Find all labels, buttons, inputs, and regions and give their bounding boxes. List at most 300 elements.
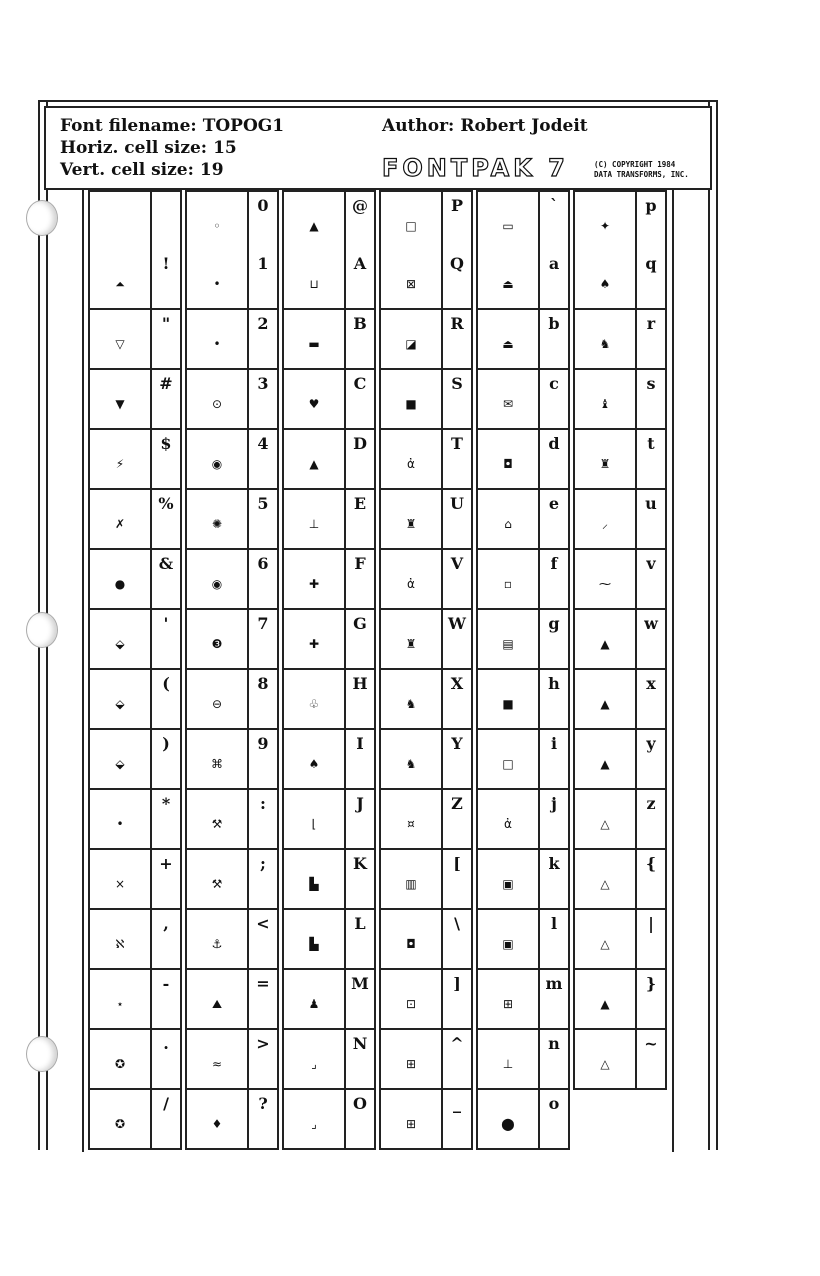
glyph-sample: □ — [502, 757, 514, 771]
char-cell — [282, 190, 376, 252]
glyph-sample: ♟ — [308, 997, 320, 1011]
vert-cell-size-label: Vert. cell size: — [60, 160, 194, 180]
char-cell — [185, 670, 279, 730]
glyph-sample: • — [213, 337, 221, 351]
char-cell — [185, 1090, 279, 1150]
char-cell — [379, 550, 473, 610]
binder-hole-middle — [26, 612, 58, 648]
char-cell — [573, 190, 667, 252]
char-cell — [476, 850, 570, 910]
glyph-sample: ⁓ — [599, 577, 611, 591]
key-character: P — [450, 196, 464, 215]
glyph-sample: ⊞ — [502, 997, 514, 1011]
glyph-sample: ♦ — [211, 1117, 223, 1131]
char-cell — [573, 730, 667, 790]
glyph-sample: ⊔ — [309, 277, 319, 291]
char-cell — [282, 970, 376, 1030]
key-character: k — [548, 854, 560, 873]
glyph-sample: ▥ — [405, 877, 417, 891]
glyph-sample: ♝ — [599, 397, 611, 411]
key-character: t — [647, 434, 655, 453]
char-cell — [379, 1030, 473, 1090]
glyph-sample: ■ — [502, 697, 514, 711]
char-cell — [476, 310, 570, 370]
glyph-sample: ♜ — [405, 517, 417, 531]
key-character: Z — [451, 794, 463, 813]
char-cell — [573, 970, 667, 1030]
key-character: ` — [550, 196, 558, 215]
glyph-sample: ⊖ — [211, 697, 223, 711]
glyph-sample: ⊙ — [211, 397, 223, 411]
glyph-sample: ♥ — [308, 397, 320, 411]
glyph-sample: ✪ — [114, 1057, 126, 1071]
char-cell — [282, 1030, 376, 1090]
key-character: m — [545, 974, 563, 993]
glyph-sample: ✦ — [599, 219, 611, 233]
glyph-sample: ⬙ — [115, 637, 125, 651]
char-cell — [379, 730, 473, 790]
key-character: G — [353, 614, 367, 633]
horiz-cell-size-value: 15 — [213, 138, 237, 158]
glyph-sample: ⋆ — [116, 997, 124, 1011]
glyph-sample: ▲ — [309, 457, 319, 471]
key-character: X — [450, 674, 464, 693]
key-character: B — [353, 314, 367, 333]
key-character: Y — [451, 734, 463, 753]
char-cell — [379, 190, 473, 252]
glyph-sample: ▲ — [309, 219, 319, 233]
key-character: s — [646, 374, 656, 393]
glyph-sample: ⊞ — [405, 1057, 417, 1071]
char-cell — [185, 850, 279, 910]
glyph-sample: • — [116, 817, 124, 831]
char-cell — [88, 670, 182, 730]
glyph-sample: ⌂ — [504, 517, 512, 531]
char-cell — [379, 1090, 473, 1150]
glyph-sample: ⚒ — [211, 817, 223, 831]
key-character: b — [548, 314, 560, 333]
char-cell — [573, 310, 667, 370]
glyph-sample: ✚ — [308, 577, 320, 591]
key-character: ^ — [450, 1034, 464, 1053]
char-cell — [379, 790, 473, 850]
glyph-sample: ♞ — [405, 697, 417, 711]
glyph-sample: ◘ — [503, 457, 513, 471]
key-character: < — [256, 914, 270, 933]
char-cell — [282, 850, 376, 910]
glyph-sample: ✺ — [211, 517, 223, 531]
key-character: + — [159, 854, 173, 873]
char-cell — [88, 370, 182, 430]
author-row — [382, 116, 588, 136]
key-character: M — [351, 974, 369, 993]
glyph-sample: ▤ — [502, 637, 514, 651]
char-cell — [185, 790, 279, 850]
key-character: N — [352, 1034, 368, 1053]
key-character: z — [646, 794, 656, 813]
char-cell — [379, 850, 473, 910]
vert-cell-size-row — [60, 160, 224, 180]
key-character: $ — [160, 434, 172, 453]
char-cell — [379, 430, 473, 490]
char-cell — [282, 550, 376, 610]
key-character: 7 — [257, 614, 269, 633]
glyph-sample: × — [114, 877, 126, 891]
key-character: d — [548, 434, 560, 453]
glyph-sample: ⊞ — [405, 1117, 417, 1131]
glyph-sample: ▫ — [503, 577, 513, 591]
glyph-sample: ⬙ — [115, 697, 125, 711]
glyph-sample: ⬤ — [501, 1117, 515, 1131]
cell-divider — [150, 192, 152, 250]
glyph-sample: ▬ — [308, 337, 320, 351]
key-character: 4 — [257, 434, 269, 453]
glyph-sample: ⊥ — [308, 517, 320, 531]
char-cell — [282, 730, 376, 790]
glyph-sample: ✚ — [308, 637, 320, 651]
key-character: D — [353, 434, 367, 453]
char-cell — [379, 370, 473, 430]
glyph-sample: ⊠ — [405, 277, 417, 291]
glyph-sample: ⌟ — [311, 1117, 317, 1131]
key-character: w — [644, 614, 658, 633]
char-cell — [88, 250, 182, 310]
key-character: \ — [454, 914, 460, 933]
glyph-sample: ⏶ — [115, 277, 125, 291]
key-character: A — [353, 254, 367, 273]
key-character: e — [548, 494, 560, 513]
char-cell — [476, 250, 570, 310]
key-character: > — [256, 1034, 270, 1053]
char-cell — [282, 670, 376, 730]
char-cell — [88, 430, 182, 490]
key-character: H — [352, 674, 368, 693]
glyph-sample: ♧ — [308, 697, 320, 711]
key-character: Q — [450, 254, 464, 273]
char-cell — [476, 670, 570, 730]
char-cell — [379, 670, 473, 730]
char-cell — [185, 190, 279, 252]
glyph-sample: ⬙ — [115, 757, 125, 771]
horiz-cell-size-label: Horiz. cell size: — [60, 138, 208, 158]
glyph-sample: ❸ — [211, 637, 223, 651]
glyph-sample: ♠ — [599, 277, 611, 291]
key-character: , — [163, 914, 169, 933]
glyph-sample: ◉ — [211, 457, 223, 471]
key-character: E — [353, 494, 367, 513]
author-value: Robert Jodeit — [460, 116, 588, 136]
key-character: L — [354, 914, 366, 933]
char-cell — [282, 490, 376, 550]
key-character: I — [356, 734, 364, 753]
char-cell — [476, 190, 570, 252]
char-cell — [573, 370, 667, 430]
key-character: . — [163, 1034, 169, 1053]
key-character: } — [645, 974, 657, 993]
glyph-sample: ⌘ — [211, 757, 223, 771]
char-cell — [476, 790, 570, 850]
font-filename-label: Font filename: — [60, 116, 197, 136]
glyph-sample: ⚓ — [211, 937, 223, 951]
char-cell — [476, 550, 570, 610]
char-cell — [185, 430, 279, 490]
glyph-sample: ♞ — [405, 757, 417, 771]
glyph-sample: ♠ — [308, 757, 320, 771]
key-character: : — [260, 794, 266, 813]
glyph-sample: ⏏ — [502, 277, 514, 291]
glyph-sample: △ — [600, 1057, 610, 1071]
char-cell — [185, 970, 279, 1030]
font-filename-row — [60, 116, 284, 136]
glyph-sample: ▲ — [600, 757, 610, 771]
key-character: ( — [162, 674, 170, 693]
key-character: " — [161, 314, 171, 333]
key-character: 2 — [257, 314, 269, 333]
char-cell — [476, 970, 570, 1030]
glyph-sample: ✗ — [114, 517, 126, 531]
glyph-sample: ⛰ — [211, 997, 223, 1011]
char-cell — [476, 490, 570, 550]
key-character: % — [158, 494, 174, 513]
glyph-sample: ♜ — [599, 457, 611, 471]
key-character: u — [645, 494, 657, 513]
char-cell — [282, 310, 376, 370]
char-cell — [476, 910, 570, 970]
key-character: - — [162, 974, 170, 993]
char-cell — [88, 790, 182, 850]
glyph-sample: ▙ — [309, 937, 319, 951]
glyph-sample: ¤ — [407, 817, 415, 831]
glyph-sample: ⌊ — [311, 817, 317, 831]
glyph-sample: ▣ — [502, 877, 514, 891]
char-cell — [88, 970, 182, 1030]
key-character: i — [550, 734, 558, 753]
key-character: x — [646, 674, 656, 693]
binder-hole-bottom — [26, 1036, 58, 1072]
glyph-sample: ▲ — [600, 697, 610, 711]
char-cell — [88, 310, 182, 370]
copyright-notice — [594, 160, 689, 180]
key-character: 1 — [257, 254, 269, 273]
char-cell — [88, 190, 182, 252]
key-character: | — [648, 914, 654, 933]
char-cell — [282, 610, 376, 670]
char-cell — [379, 970, 473, 1030]
char-cell — [88, 1090, 182, 1150]
glyph-sample: ✪ — [114, 1117, 126, 1131]
vert-cell-size-value: 19 — [199, 160, 224, 180]
key-character: c — [549, 374, 559, 393]
glyph-sample: ▣ — [502, 937, 514, 951]
char-cell — [185, 910, 279, 970]
char-cell — [476, 370, 570, 430]
key-character: ! — [162, 254, 170, 273]
char-cell — [379, 310, 473, 370]
char-cell — [88, 1030, 182, 1090]
key-character: * — [161, 794, 171, 813]
char-cell — [185, 250, 279, 310]
key-character: v — [646, 554, 656, 573]
glyph-sample: ♜ — [405, 637, 417, 651]
key-character: W — [448, 614, 466, 633]
char-cell — [573, 850, 667, 910]
glyph-sample: ◦ — [213, 219, 221, 233]
char-cell — [185, 490, 279, 550]
key-character: ~ — [644, 1034, 658, 1053]
key-character: p — [645, 196, 657, 215]
key-character: 8 — [257, 674, 269, 693]
key-character: T — [451, 434, 463, 453]
glyph-sample: ℵ — [115, 937, 125, 951]
key-character: 9 — [257, 734, 269, 753]
char-cell — [573, 430, 667, 490]
key-character: K — [353, 854, 367, 873]
key-character: ) — [162, 734, 170, 753]
char-cell — [88, 610, 182, 670]
horiz-cell-size-row — [60, 138, 237, 158]
char-cell — [88, 850, 182, 910]
key-character: h — [548, 674, 560, 693]
glyph-sample: ⚡ — [115, 457, 125, 471]
glyph-sample: △ — [600, 817, 610, 831]
glyph-sample: ● — [114, 577, 126, 591]
char-cell — [185, 310, 279, 370]
binder-hole-top — [26, 200, 58, 236]
char-cell — [282, 250, 376, 310]
char-cell — [379, 910, 473, 970]
glyph-sample: ◉ — [211, 577, 223, 591]
char-cell — [185, 610, 279, 670]
key-character: V — [450, 554, 464, 573]
char-cell — [282, 430, 376, 490]
grid-right-rail — [672, 190, 674, 1152]
key-character: [ — [453, 854, 461, 873]
key-character: ; — [260, 854, 266, 873]
glyph-sample: ⸝ — [601, 517, 608, 531]
glyph-sample: ⌟ — [311, 1057, 317, 1071]
key-character: r — [646, 314, 656, 333]
glyph-sample: △ — [600, 937, 610, 951]
key-character: @ — [352, 196, 368, 215]
char-cell — [379, 250, 473, 310]
key-character: y — [646, 734, 656, 753]
key-character: # — [159, 374, 173, 393]
glyph-sample: ◪ — [405, 337, 417, 351]
char-cell — [476, 1090, 570, 1150]
char-cell — [282, 1090, 376, 1150]
key-character: U — [450, 494, 464, 513]
glyph-sample: ♞ — [599, 337, 611, 351]
glyph-sample: ▙ — [309, 877, 319, 891]
glyph-sample: ἀ — [504, 817, 512, 831]
char-cell — [185, 1030, 279, 1090]
char-cell — [476, 610, 570, 670]
key-character: = — [256, 974, 270, 993]
key-character: C — [353, 374, 367, 393]
key-character: & — [158, 554, 174, 573]
glyph-sample: • — [213, 277, 221, 291]
char-cell — [379, 490, 473, 550]
grid-left-rail — [82, 190, 84, 1152]
char-cell — [573, 670, 667, 730]
char-cell — [185, 730, 279, 790]
key-character: 0 — [257, 196, 269, 215]
char-cell — [88, 910, 182, 970]
key-character: o — [548, 1094, 560, 1113]
char-cell — [573, 790, 667, 850]
char-cell — [573, 610, 667, 670]
key-character: f — [550, 554, 558, 573]
glyph-sample: ⚒ — [211, 877, 223, 891]
char-cell — [282, 910, 376, 970]
char-cell — [573, 250, 667, 310]
glyph-sample: ■ — [405, 397, 417, 411]
frame-top-line — [38, 100, 718, 102]
char-cell — [185, 370, 279, 430]
author-label: Author: — [382, 116, 455, 136]
key-character: 5 — [257, 494, 269, 513]
key-character: ] — [453, 974, 461, 993]
key-character: a — [548, 254, 560, 273]
glyph-sample: ▲ — [600, 637, 610, 651]
key-character: O — [353, 1094, 367, 1113]
glyph-sample: △ — [600, 877, 610, 891]
char-cell — [573, 550, 667, 610]
glyph-sample: ἀ — [407, 457, 415, 471]
glyph-sample: ⊥ — [502, 1057, 514, 1071]
glyph-sample: ≈ — [211, 1057, 223, 1071]
char-cell — [185, 550, 279, 610]
key-character: 3 — [257, 374, 269, 393]
key-character: S — [451, 374, 463, 393]
key-character: g — [548, 614, 560, 633]
char-cell — [282, 790, 376, 850]
char-cell — [573, 910, 667, 970]
glyph-sample: ✉ — [502, 397, 514, 411]
key-character: ' — [163, 614, 169, 633]
key-character: j — [551, 794, 557, 813]
glyph-sample: ▽ — [115, 337, 125, 351]
glyph-sample: ◘ — [406, 937, 416, 951]
key-character: F — [354, 554, 366, 573]
glyph-sample: ▼ — [115, 397, 125, 411]
glyph-sample: ▭ — [502, 219, 514, 233]
key-character: _ — [453, 1094, 461, 1113]
char-cell — [476, 1030, 570, 1090]
char-cell — [88, 490, 182, 550]
char-cell — [573, 1030, 667, 1090]
copyright-line-2: DATA TRANSFORMS, INC. — [594, 170, 689, 179]
key-character: ? — [258, 1094, 268, 1113]
font-info-header — [44, 106, 712, 190]
char-cell — [282, 370, 376, 430]
char-cell — [88, 730, 182, 790]
key-character: l — [550, 914, 558, 933]
key-character: R — [450, 314, 464, 333]
glyph-sample: □ — [405, 219, 417, 233]
glyph-sample: ▲ — [600, 997, 610, 1011]
glyph-sample: ⏏ — [502, 337, 514, 351]
key-character: 6 — [257, 554, 269, 573]
key-character: n — [548, 1034, 560, 1053]
char-cell — [379, 610, 473, 670]
glyph-sample: ἀ — [407, 577, 415, 591]
char-cell — [88, 550, 182, 610]
key-character: / — [163, 1094, 169, 1113]
glyph-sample: ⊡ — [405, 997, 417, 1011]
char-cell — [573, 490, 667, 550]
font-filename-value: TOPOG1 — [202, 116, 285, 136]
